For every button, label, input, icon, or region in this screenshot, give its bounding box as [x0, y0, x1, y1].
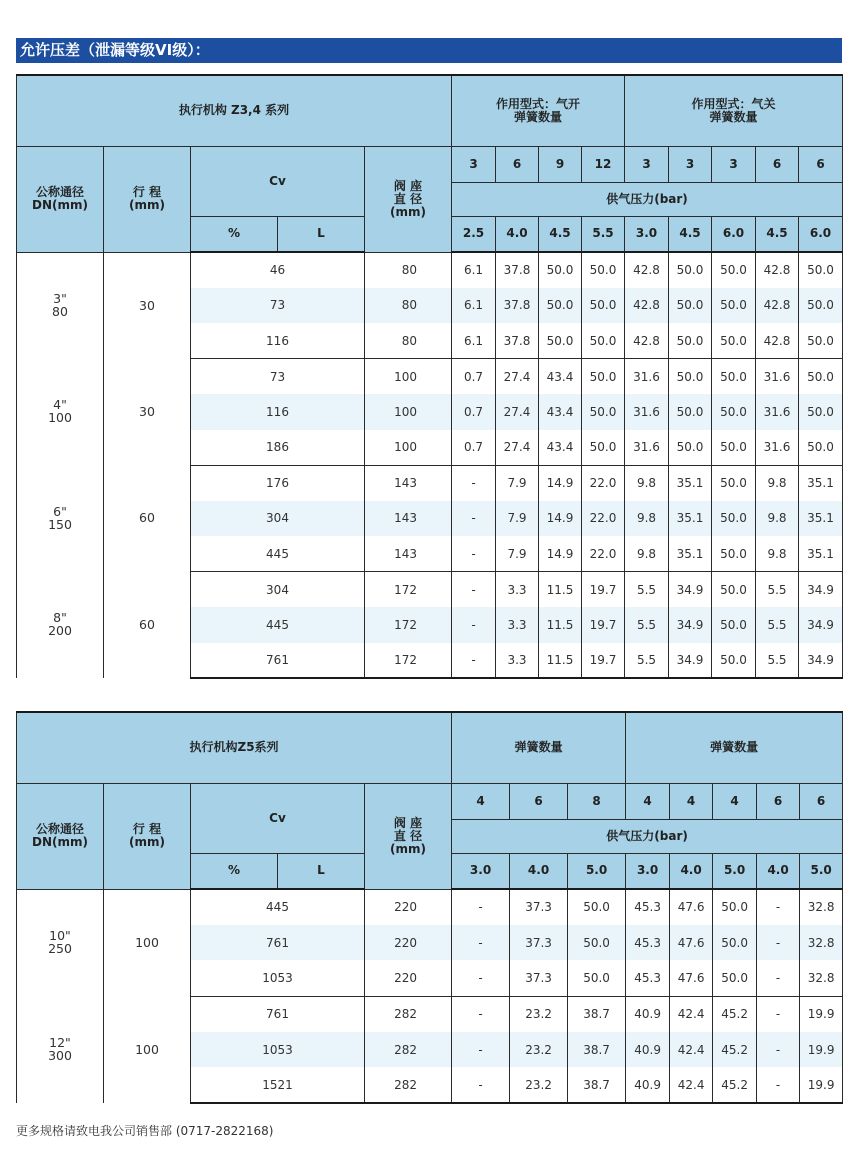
pressure-diff-cell: - — [452, 925, 510, 961]
spring-count: 3 — [712, 146, 756, 182]
pressure-diff-cell: 37.8 — [496, 252, 539, 288]
pressure-diff-cell: 50.0 — [712, 394, 756, 430]
pressure-diff-cell: 31.6 — [756, 430, 799, 466]
pressure-diff-cell: 40.9 — [626, 996, 670, 1032]
pressure-diff-cell: 22.0 — [582, 465, 625, 501]
cv-cell: 176 — [191, 465, 365, 501]
pressure-diff-cell: 47.6 — [670, 925, 713, 961]
pressure-diff-cell: 50.0 — [669, 323, 712, 359]
seat-cell: 282 — [365, 996, 452, 1032]
pressure-diff-cell: 34.9 — [799, 643, 843, 679]
spring-count: 6 — [799, 146, 843, 182]
pressure-diff-cell: 34.9 — [669, 572, 712, 608]
pressure-diff-cell: 23.2 — [510, 1032, 568, 1068]
seat-cell: 220 — [365, 925, 452, 961]
pressure-diff-cell: 40.9 — [626, 1032, 670, 1068]
pressure-diff-cell: 42.4 — [670, 996, 713, 1032]
pressure-diff-cell: 35.1 — [799, 465, 843, 501]
pressure-value: 5.5 — [582, 216, 625, 252]
pressure-value: 5.0 — [568, 853, 626, 889]
pressure-diff-cell: - — [452, 643, 496, 679]
pressure-value: 4.0 — [496, 216, 539, 252]
pressure-diff-cell: 50.0 — [712, 607, 756, 643]
table-row — [17, 252, 843, 288]
seat-cell: 100 — [365, 359, 452, 395]
pressure-diff-cell: 32.8 — [800, 889, 843, 925]
pressure-table-z5 — [16, 711, 843, 1104]
pressure-diff-cell: 0.7 — [452, 430, 496, 466]
col-seat-header: 阀 座 直 径 (mm) — [365, 783, 452, 889]
pressure-diff-cell: 38.7 — [568, 1067, 626, 1103]
pressure-diff-cell: 27.4 — [496, 359, 539, 395]
pressure-diff-cell: 42.4 — [670, 1032, 713, 1068]
pressure-diff-cell: 50.0 — [568, 889, 626, 925]
pressure-diff-cell: 19.9 — [800, 1067, 843, 1103]
table-row — [17, 889, 843, 925]
spring-count: 6 — [496, 146, 539, 182]
cv-linear-header: L — [278, 853, 365, 889]
pressure-value: 4.5 — [539, 216, 582, 252]
cv-cell: 445 — [191, 536, 365, 572]
cv-percent-header: % — [191, 216, 278, 252]
group-header-close: 作用型式：气关 弹簧数量 — [625, 75, 843, 146]
pressure-diff-cell: 6.1 — [452, 288, 496, 324]
pressure-diff-cell: 50.0 — [713, 889, 757, 925]
pressure-diff-cell: 34.9 — [669, 643, 712, 679]
pressure-diff-cell: 50.0 — [712, 643, 756, 679]
pressure-diff-cell: 9.8 — [756, 465, 799, 501]
seat-cell: 282 — [365, 1032, 452, 1068]
supply-pressure-header: 供气压力(bar) — [452, 819, 843, 853]
pressure-diff-cell: 35.1 — [799, 536, 843, 572]
dn-cell: 3" 80 — [17, 252, 104, 359]
pressure-diff-cell: 5.5 — [756, 643, 799, 679]
pressure-value: 3.0 — [625, 216, 669, 252]
stroke-cell: 100 — [104, 996, 191, 1103]
pressure-value: 4.5 — [669, 216, 712, 252]
spring-count: 4 — [713, 783, 757, 819]
pressure-diff-cell: 50.0 — [712, 323, 756, 359]
pressure-diff-cell: 19.9 — [800, 1032, 843, 1068]
group-header-right: 弹簧数量 — [626, 712, 843, 783]
table-row — [17, 359, 843, 395]
pressure-diff-cell: 38.7 — [568, 996, 626, 1032]
pressure-diff-cell: 50.0 — [712, 465, 756, 501]
pressure-diff-cell: 7.9 — [496, 465, 539, 501]
pressure-diff-cell: 47.6 — [670, 889, 713, 925]
cv-cell: 116 — [191, 394, 365, 430]
pressure-diff-cell: 14.9 — [539, 536, 582, 572]
cv-cell: 73 — [191, 288, 365, 324]
dn-cell: 12" 300 — [17, 996, 104, 1103]
pressure-diff-cell: 11.5 — [539, 607, 582, 643]
pressure-diff-cell: 6.1 — [452, 323, 496, 359]
pressure-diff-cell: 19.7 — [582, 572, 625, 608]
pressure-value: 4.0 — [510, 853, 568, 889]
pressure-diff-cell: 42.8 — [756, 323, 799, 359]
pressure-diff-cell: 23.2 — [510, 1067, 568, 1103]
pressure-diff-cell: 50.0 — [568, 960, 626, 996]
pressure-diff-cell: 3.3 — [496, 607, 539, 643]
pressure-diff-cell: 34.9 — [799, 607, 843, 643]
pressure-diff-cell: 0.7 — [452, 359, 496, 395]
cv-cell: 304 — [191, 501, 365, 537]
pressure-diff-cell: - — [452, 1032, 510, 1068]
pressure-diff-cell: 42.8 — [756, 252, 799, 288]
seat-cell: 80 — [365, 323, 452, 359]
pressure-diff-cell: - — [757, 996, 800, 1032]
series-header: 执行机构Z5系列 — [17, 712, 452, 783]
cv-cell: 445 — [191, 607, 365, 643]
table-row — [17, 996, 843, 1032]
pressure-diff-cell: 50.0 — [539, 323, 582, 359]
pressure-diff-cell: 45.2 — [713, 996, 757, 1032]
spring-count: 4 — [626, 783, 670, 819]
col-cv-header: Cv — [191, 783, 365, 853]
pressure-diff-cell: 32.8 — [800, 925, 843, 961]
pressure-diff-cell: 43.4 — [539, 359, 582, 395]
pressure-diff-cell: 5.5 — [625, 607, 669, 643]
col-stroke-header: 行 程 (mm) — [104, 146, 191, 252]
pressure-diff-cell: 50.0 — [582, 323, 625, 359]
cv-cell: 1053 — [191, 1032, 365, 1068]
pressure-diff-cell: 43.4 — [539, 430, 582, 466]
seat-cell: 143 — [365, 536, 452, 572]
pressure-diff-cell: 27.4 — [496, 430, 539, 466]
pressure-diff-cell: 45.2 — [713, 1032, 757, 1068]
pressure-diff-cell: 9.8 — [625, 536, 669, 572]
footer-contact: 更多规格请致电我公司销售部 (0717-2822168) — [16, 1124, 274, 1138]
pressure-diff-cell: 5.5 — [625, 643, 669, 679]
seat-cell: 143 — [365, 501, 452, 537]
stroke-cell: 100 — [104, 889, 191, 996]
supply-pressure-header: 供气压力(bar) — [452, 182, 843, 216]
seat-cell: 282 — [365, 1067, 452, 1103]
table-body — [17, 252, 843, 678]
pressure-diff-cell: 42.8 — [625, 252, 669, 288]
pressure-diff-cell: 22.0 — [582, 536, 625, 572]
pressure-value: 4.0 — [757, 853, 800, 889]
pressure-diff-cell: 9.8 — [756, 536, 799, 572]
pressure-diff-cell: 37.3 — [510, 960, 568, 996]
pressure-diff-cell: 27.4 — [496, 394, 539, 430]
cv-cell: 46 — [191, 252, 365, 288]
pressure-value: 5.0 — [713, 853, 757, 889]
pressure-value: 3.0 — [452, 853, 510, 889]
pressure-diff-cell: 45.2 — [713, 1067, 757, 1103]
pressure-diff-cell: 50.0 — [712, 288, 756, 324]
group-header-open: 作用型式：气开 弹簧数量 — [452, 75, 625, 146]
pressure-diff-cell: 6.1 — [452, 252, 496, 288]
seat-cell: 100 — [365, 430, 452, 466]
table-body — [17, 889, 843, 1103]
pressure-diff-cell: - — [452, 889, 510, 925]
pressure-diff-cell: 43.4 — [539, 394, 582, 430]
cv-linear-header: L — [278, 216, 365, 252]
pressure-diff-cell: 50.0 — [712, 572, 756, 608]
pressure-diff-cell: 23.2 — [510, 996, 568, 1032]
pressure-diff-cell: 5.5 — [756, 572, 799, 608]
cv-cell: 73 — [191, 359, 365, 395]
pressure-diff-cell: 50.0 — [582, 359, 625, 395]
dn-cell: 8" 200 — [17, 572, 104, 679]
pressure-diff-cell: 0.7 — [452, 394, 496, 430]
stroke-cell: 60 — [104, 465, 191, 572]
pressure-diff-cell: 31.6 — [756, 394, 799, 430]
seat-cell: 80 — [365, 252, 452, 288]
pressure-value: 4.0 — [670, 853, 713, 889]
spring-count: 9 — [539, 146, 582, 182]
pressure-diff-cell: 35.1 — [669, 465, 712, 501]
dn-cell: 10" 250 — [17, 889, 104, 996]
pressure-diff-cell: 34.9 — [799, 572, 843, 608]
pressure-diff-cell: 42.8 — [756, 288, 799, 324]
stroke-cell: 30 — [104, 359, 191, 466]
pressure-value: 3.0 — [626, 853, 670, 889]
cv-cell: 1521 — [191, 1067, 365, 1103]
pressure-diff-cell: 14.9 — [539, 465, 582, 501]
pressure-value: 6.0 — [799, 216, 843, 252]
seat-cell: 143 — [365, 465, 452, 501]
spring-count: 4 — [452, 783, 510, 819]
pressure-diff-cell: - — [452, 1067, 510, 1103]
pressure-diff-cell: 37.8 — [496, 323, 539, 359]
seat-cell: 100 — [365, 394, 452, 430]
pressure-diff-cell: 19.9 — [800, 996, 843, 1032]
pressure-diff-cell: 3.3 — [496, 572, 539, 608]
pressure-diff-cell: - — [452, 572, 496, 608]
spring-count: 6 — [757, 783, 800, 819]
pressure-diff-cell: 47.6 — [670, 960, 713, 996]
pressure-diff-cell: 50.0 — [712, 536, 756, 572]
pressure-diff-cell: 31.6 — [756, 359, 799, 395]
pressure-diff-cell: 50.0 — [669, 252, 712, 288]
pressure-diff-cell: 35.1 — [669, 501, 712, 537]
pressure-diff-cell: 50.0 — [669, 430, 712, 466]
spring-count: 4 — [670, 783, 713, 819]
pressure-diff-cell: 5.5 — [625, 572, 669, 608]
pressure-diff-cell: 50.0 — [568, 925, 626, 961]
pressure-diff-cell: 3.3 — [496, 643, 539, 679]
group-header-left: 弹簧数量 — [452, 712, 626, 783]
pressure-diff-cell: - — [452, 607, 496, 643]
pressure-diff-cell: - — [452, 465, 496, 501]
pressure-diff-cell: 50.0 — [712, 252, 756, 288]
pressure-diff-cell: 11.5 — [539, 643, 582, 679]
pressure-diff-cell: 7.9 — [496, 501, 539, 537]
cv-cell: 1053 — [191, 960, 365, 996]
cv-cell: 186 — [191, 430, 365, 466]
spring-count: 12 — [582, 146, 625, 182]
pressure-value: 4.5 — [756, 216, 799, 252]
pressure-diff-cell: - — [757, 925, 800, 961]
pressure-diff-cell: 50.0 — [539, 252, 582, 288]
pressure-diff-cell: 34.9 — [669, 607, 712, 643]
pressure-diff-cell: 35.1 — [799, 501, 843, 537]
pressure-diff-cell: 50.0 — [712, 501, 756, 537]
spring-count: 3 — [669, 146, 712, 182]
pressure-diff-cell: 7.9 — [496, 536, 539, 572]
pressure-diff-cell: 31.6 — [625, 359, 669, 395]
cv-cell: 445 — [191, 889, 365, 925]
pressure-diff-cell: 37.3 — [510, 925, 568, 961]
spring-count: 8 — [568, 783, 626, 819]
pressure-diff-cell: 50.0 — [799, 359, 843, 395]
pressure-diff-cell: 9.8 — [625, 465, 669, 501]
cv-cell: 761 — [191, 925, 365, 961]
seat-cell: 172 — [365, 607, 452, 643]
stroke-cell: 30 — [104, 252, 191, 359]
cv-cell: 304 — [191, 572, 365, 608]
pressure-value: 6.0 — [712, 216, 756, 252]
pressure-diff-cell: 50.0 — [582, 430, 625, 466]
pressure-diff-cell: 9.8 — [625, 501, 669, 537]
pressure-diff-cell: 50.0 — [712, 359, 756, 395]
cv-cell: 116 — [191, 323, 365, 359]
cv-cell: 761 — [191, 643, 365, 679]
series-header: 执行机构 Z3,4 系列 — [17, 75, 452, 146]
pressure-diff-cell: 45.3 — [626, 960, 670, 996]
pressure-diff-cell: 50.0 — [713, 925, 757, 961]
spring-count: 6 — [756, 146, 799, 182]
seat-cell: 172 — [365, 572, 452, 608]
pressure-diff-cell: 50.0 — [669, 394, 712, 430]
pressure-diff-cell: - — [452, 536, 496, 572]
seat-cell: 220 — [365, 960, 452, 996]
pressure-diff-cell: - — [452, 996, 510, 1032]
pressure-diff-cell: 50.0 — [539, 288, 582, 324]
col-dn-header: 公称通径 DN(mm) — [17, 146, 104, 252]
spring-count: 3 — [625, 146, 669, 182]
pressure-diff-cell: 50.0 — [799, 288, 843, 324]
pressure-diff-cell: 31.6 — [625, 430, 669, 466]
dn-cell: 6" 150 — [17, 465, 104, 572]
pressure-diff-cell: 19.7 — [582, 607, 625, 643]
pressure-diff-cell: 50.0 — [582, 252, 625, 288]
pressure-diff-cell: - — [757, 960, 800, 996]
pressure-diff-cell: 42.4 — [670, 1067, 713, 1103]
cv-cell: 761 — [191, 996, 365, 1032]
pressure-diff-cell: 50.0 — [799, 252, 843, 288]
pressure-diff-cell: 32.8 — [800, 960, 843, 996]
section-title: 允许压差（泄漏等级VI级）： — [16, 38, 842, 63]
pressure-diff-cell: 11.5 — [539, 572, 582, 608]
pressure-diff-cell: 40.9 — [626, 1067, 670, 1103]
pressure-diff-cell: 50.0 — [799, 430, 843, 466]
table-row — [17, 572, 843, 608]
pressure-diff-cell: 22.0 — [582, 501, 625, 537]
pressure-diff-cell: 50.0 — [582, 288, 625, 324]
pressure-diff-cell: 14.9 — [539, 501, 582, 537]
spring-count: 6 — [800, 783, 843, 819]
pressure-diff-cell: 5.5 — [756, 607, 799, 643]
pressure-diff-cell: 50.0 — [799, 394, 843, 430]
pressure-diff-cell: 45.3 — [626, 925, 670, 961]
pressure-diff-cell: 37.8 — [496, 288, 539, 324]
pressure-diff-cell: 42.8 — [625, 323, 669, 359]
pressure-diff-cell: 9.8 — [756, 501, 799, 537]
pressure-diff-cell: - — [757, 1067, 800, 1103]
pressure-value: 5.0 — [800, 853, 843, 889]
col-stroke-header: 行 程 (mm) — [104, 783, 191, 889]
pressure-diff-cell: 50.0 — [669, 288, 712, 324]
pressure-diff-cell: - — [452, 501, 496, 537]
pressure-diff-cell: 35.1 — [669, 536, 712, 572]
pressure-diff-cell: 50.0 — [669, 359, 712, 395]
pressure-value: 2.5 — [452, 216, 496, 252]
pressure-diff-cell: 45.3 — [626, 889, 670, 925]
dn-cell: 4" 100 — [17, 359, 104, 466]
pressure-diff-cell: 50.0 — [712, 430, 756, 466]
col-seat-header: 阀 座 直 径 (mm) — [365, 146, 452, 252]
pressure-diff-cell: 50.0 — [582, 394, 625, 430]
pressure-table-z34 — [16, 74, 843, 679]
pressure-diff-cell: - — [757, 889, 800, 925]
pressure-diff-cell: 38.7 — [568, 1032, 626, 1068]
pressure-diff-cell: 37.3 — [510, 889, 568, 925]
pressure-diff-cell: - — [452, 960, 510, 996]
col-dn-header: 公称通径 DN(mm) — [17, 783, 104, 889]
seat-cell: 80 — [365, 288, 452, 324]
pressure-diff-cell: 31.6 — [625, 394, 669, 430]
pressure-diff-cell: 50.0 — [799, 323, 843, 359]
pressure-diff-cell: - — [757, 1032, 800, 1068]
cv-percent-header: % — [191, 853, 278, 889]
pressure-diff-cell: 50.0 — [713, 960, 757, 996]
spring-count: 3 — [452, 146, 496, 182]
seat-cell: 172 — [365, 643, 452, 679]
table-row — [17, 465, 843, 501]
pressure-diff-cell: 19.7 — [582, 643, 625, 679]
spring-count: 6 — [510, 783, 568, 819]
stroke-cell: 60 — [104, 572, 191, 679]
pressure-diff-cell: 42.8 — [625, 288, 669, 324]
seat-cell: 220 — [365, 889, 452, 925]
col-cv-header: Cv — [191, 146, 365, 216]
